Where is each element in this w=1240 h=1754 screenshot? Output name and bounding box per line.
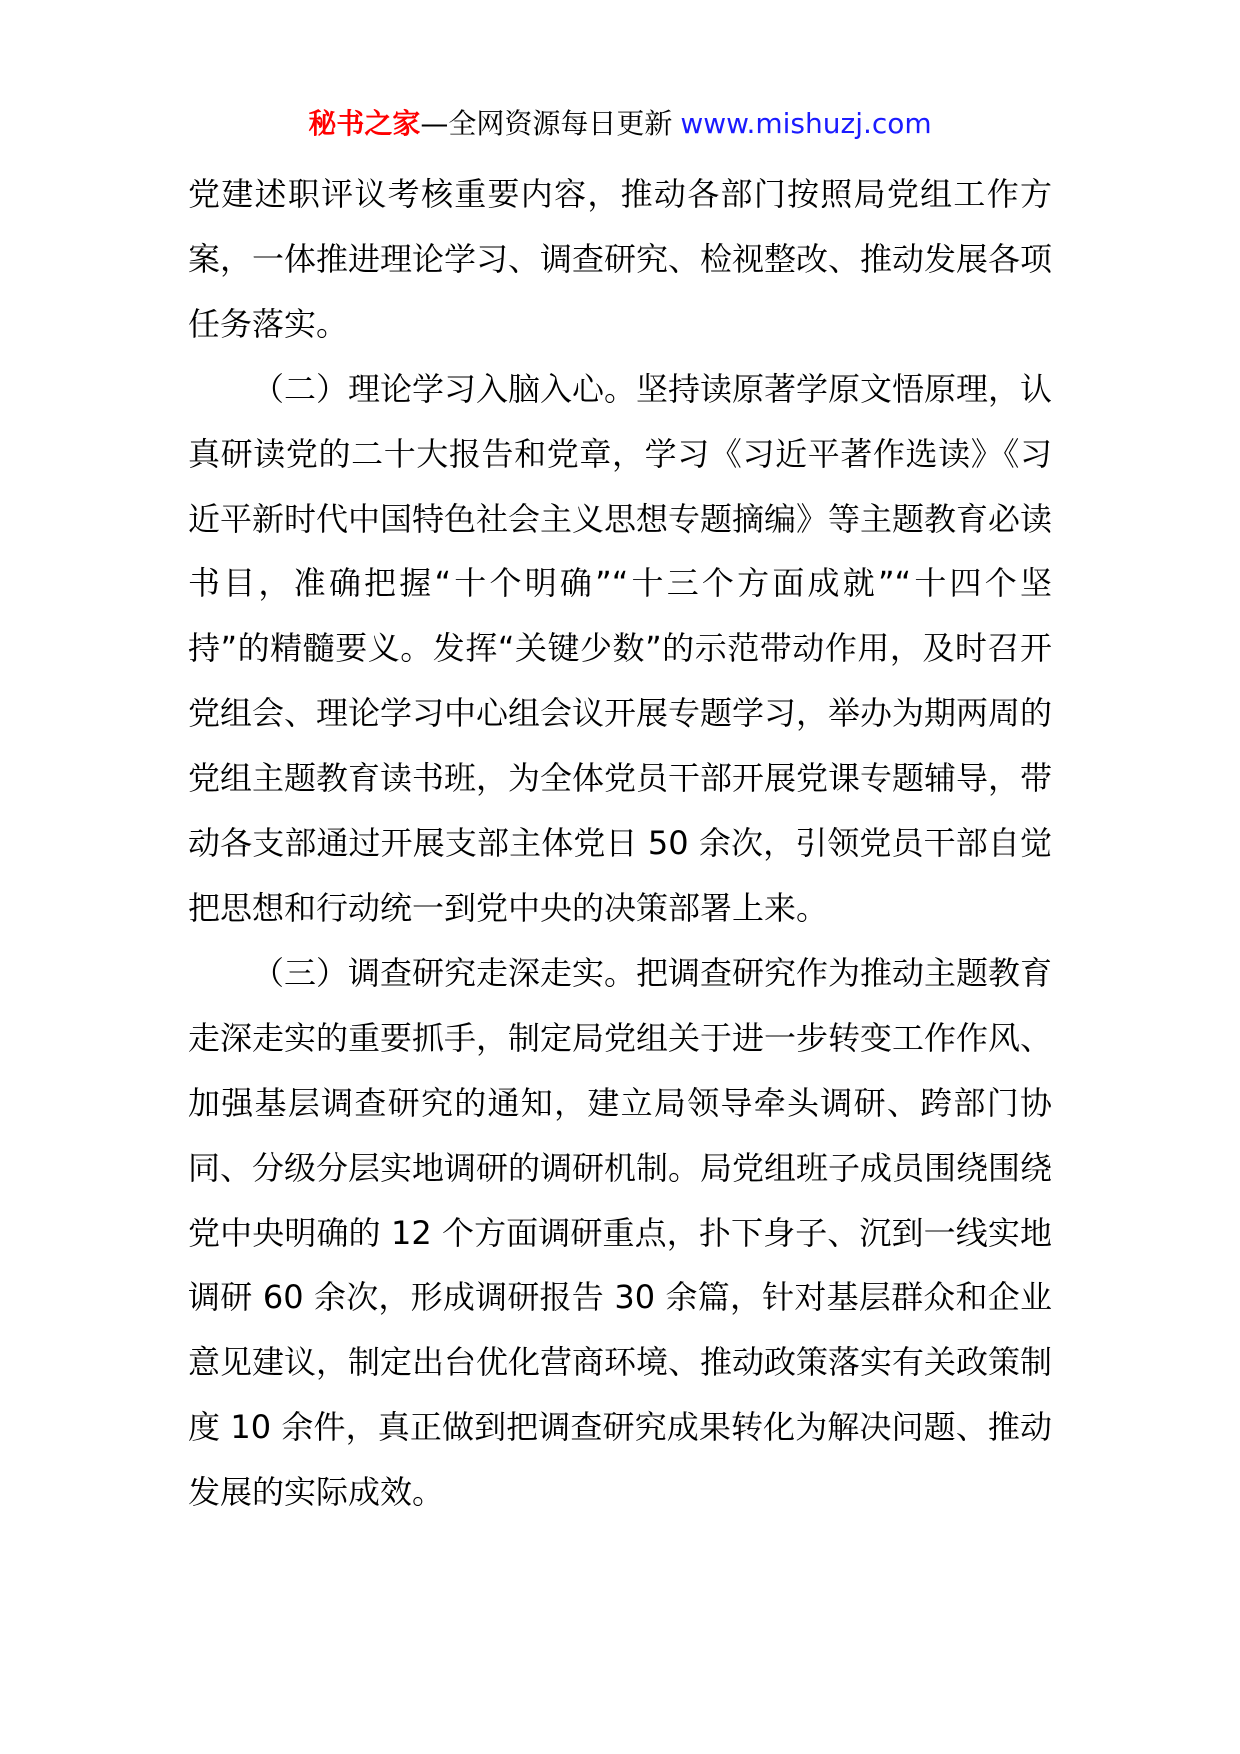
page-header: [0, 104, 1240, 144]
site-url-link[interactable]: www.mishuzj.com: [680, 107, 932, 140]
document-body: [188, 162, 1052, 1525]
paragraph-continuation: 党建述职评议考核重要内容，推动各部门按照局党组工作方案，一体推进理论学习、调查研究、检视整改、推动发展各项任务落实。: [188, 175, 1053, 343]
paragraph-research: （三）调查研究走深走实。把调查研究作为推动主题教育走深走实的重要抓手，制定局党组关于进一步转变工作作风、加强基层调查研究的通知，建立局领导牵头调研、跨部门协同、分级分层实地调研的调研机制。局党组班子成员围绕围绕党中央明确的 12 个方面调研重点，扑下身子、沉到一线实地调研 60 余次，形成调研报告 30 余篇，针对基层群众和企业意见建议，制定出台优化营商环境、推动政策落实有关政策制度 10 余件，真正做到把调查研究成果转化为解决问题、推动发展的实际成效。: [188, 953, 1053, 1512]
site-brand: 秘书之家: [308, 107, 421, 140]
paragraph-theory-study: （二）理论学习入脑入心。坚持读原著学原文悟原理，认真研读党的二十大报告和党章，学习《习近平著作选读》《习近平新时代中国特色社会主义思想专题摘编》等主题教育必读书目，准确把握“十个明确”“十三个方面成就”“十四个坚持”的精髓要义。发挥“关键少数”的示范带动作用，及时召开党组会、理论学习中心组会议开展专题学习，举办为期两周的党组主题教育读书班，为全体党员干部开展党课专题辅导，带动各支部通过开展支部主体党日 50 余次，引领党员干部自觉把思想和行动统一到党中央的决策部署上来。: [188, 369, 1053, 927]
site-tagline: —全网资源每日更新: [420, 107, 673, 140]
